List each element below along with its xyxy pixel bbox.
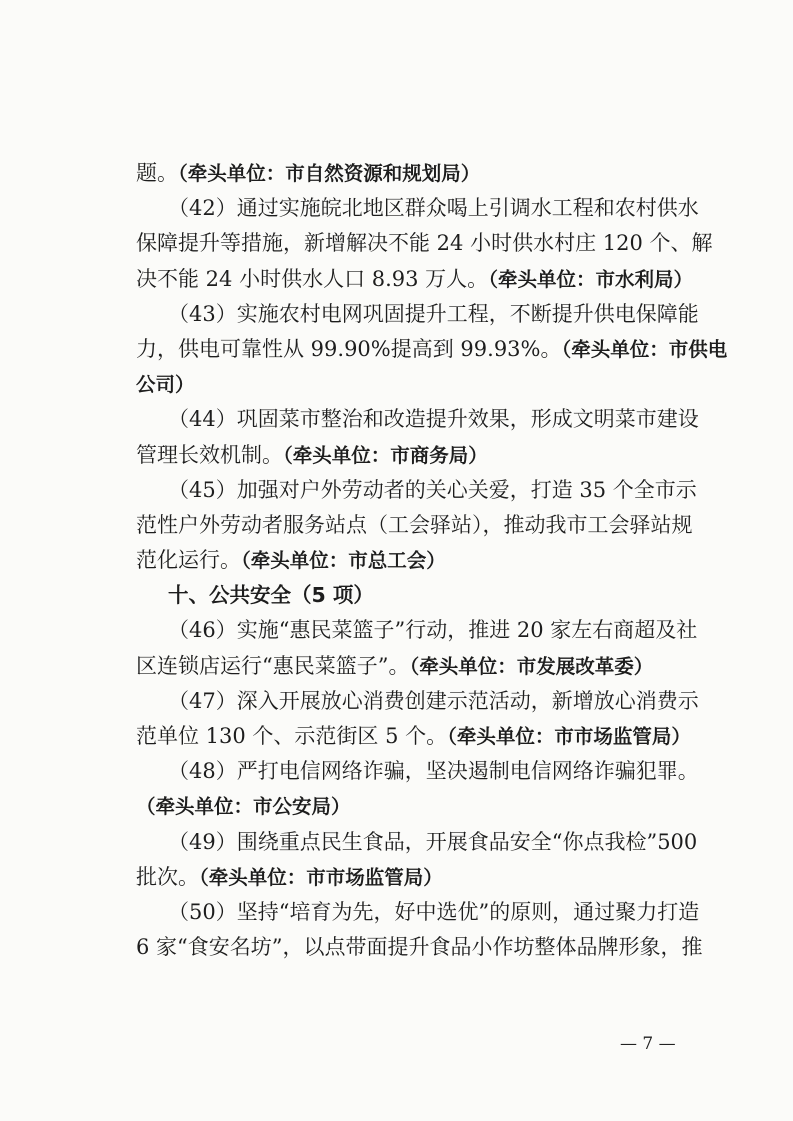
line-17: 范单位 130 个、示范街区 5 个。（牵头单位：市市场监管局） [136, 724, 691, 748]
line-5: （43）实施农村电网巩固提升工程，不断提升供电保障能 [168, 301, 699, 326]
line-2: （42）通过实施皖北地区群众喝上引调水工程和农村供水 [168, 196, 699, 221]
line-10: （45）加强对户外劳动者的关心关爱，打造 35 个全市示 [168, 477, 697, 502]
line-14: （46）实施“惠民菜篮子”行动，推进 20 家左右商超及社 [168, 618, 698, 643]
document-body [136, 156, 728, 965]
line-4: 决不能 24 小时供水人口 8.93 万人。（牵头单位：市水利局） [136, 266, 693, 291]
line-20: （49）围绕重点民生食品，开展食品安全“你点我检”500 [168, 829, 698, 854]
line-8: （44）巩固菜市整治和改造提升效果，形成文明菜市建设 [168, 407, 699, 432]
line-18: （48）严打电信网络诈骗，坚决遏制电信网络诈骗犯罪。 [168, 759, 699, 784]
line-22: （50）坚持“培育为先，好中选优”的原则，通过聚力打造 [168, 899, 700, 924]
line-1: 题。（牵头单位：市自然资源和规划局） [136, 161, 481, 185]
line-21: 批次。（牵头单位：市市场监管局） [136, 864, 443, 889]
section-heading: 十、公共安全（5 项） [168, 583, 374, 608]
line-12: 范化运行。（牵头单位：市总工会） [136, 548, 446, 573]
line-23: 6 家“食安名坊”，以点带面提升食品小作坊整体品牌形象，推 [136, 935, 703, 960]
page-number: — 7 — [620, 1034, 676, 1054]
line-3: 保障提升等措施，新增解决不能 24 小时供水村庄 120 个、解 [136, 231, 713, 256]
line-11: 范性户外劳动者服务站点（工会驿站），推动我市工会驿站规 [136, 512, 693, 537]
line-16: （47）深入开展放心消费创建示范活动，新增放心消费示 [168, 688, 699, 713]
line-19: （牵头单位：市公安局） [136, 795, 351, 819]
line-9: 管理长效机制。（牵头单位：市商务局） [136, 442, 488, 467]
line-6: 力，供电可靠性从 99.90%提高到 99.93%。（牵头单位：市供电 [136, 336, 728, 361]
line-15: 区连锁店运行“惠民菜篮子”。（牵头单位：市发展改革委） [136, 653, 654, 678]
line-7: 公司） [136, 373, 195, 397]
